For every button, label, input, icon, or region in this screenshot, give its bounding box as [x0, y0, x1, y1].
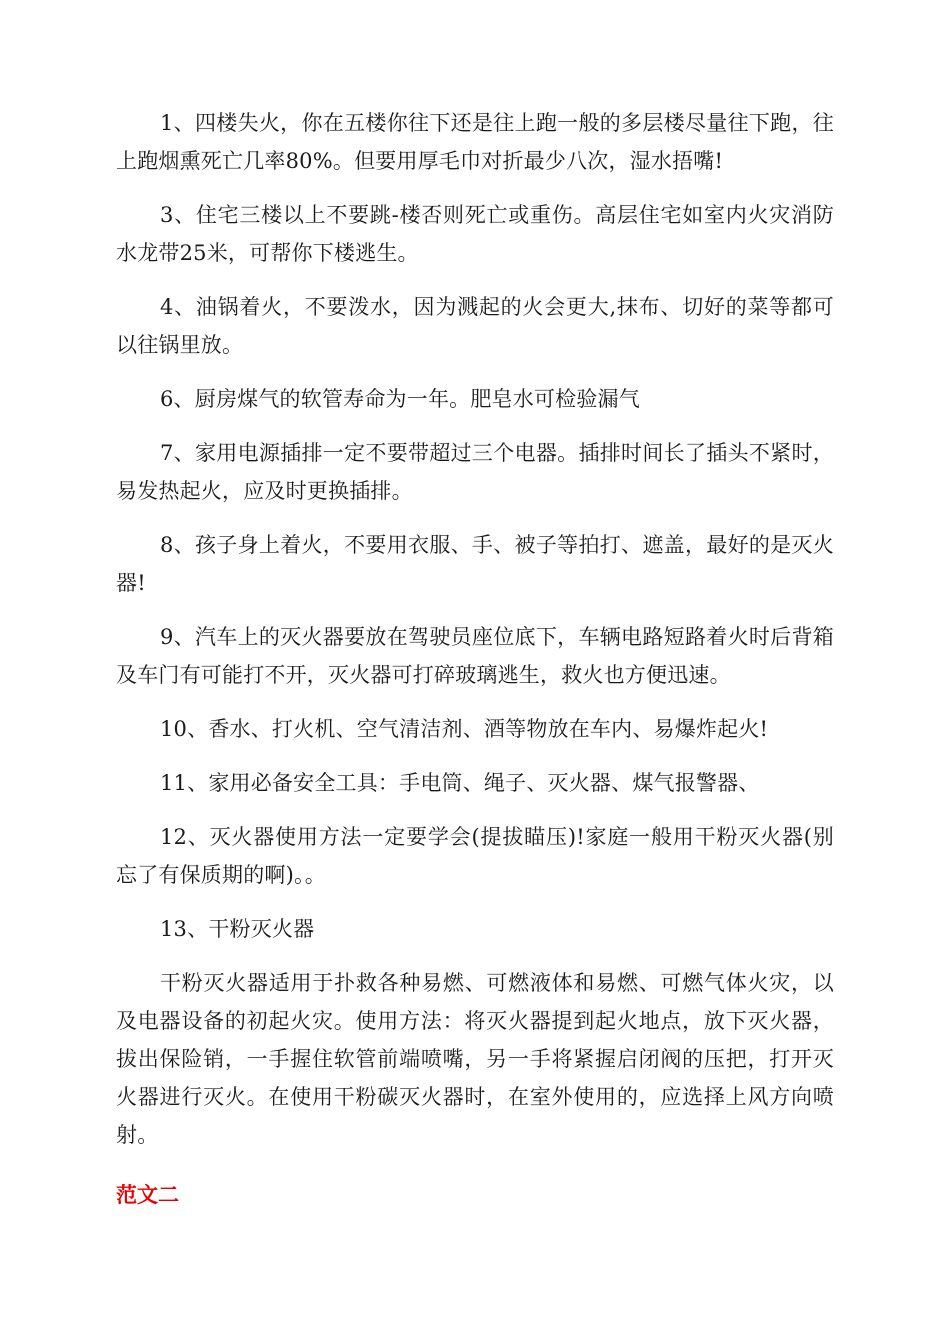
paragraph-10: 10、香水、打火机、空气清洁剂、酒等物放在车内、易爆炸起火! — [160, 717, 769, 741]
section-heading: 范文二 — [116, 1183, 179, 1207]
paragraph-dry-powder-usage: 干粉灭火器适用于扑救各种易燃、可燃液体和易燃、可燃气体火灾，以及电器设备的初起火灾。使用方法：将灭火器提到起火地点，放下灭火器，拔出保险销，一手握住软管前端喷嘴，另一手将紧握启闭阀的压把，打开灭火器进行灭火。在使用干粉碳灭火器时，在室外使用的，应选择上风方向喷射。 — [116, 971, 834, 1147]
paragraph-11: 11、家用必备安全工具：手电筒、绳子、灭火器、煤气报警器、 — [160, 771, 760, 795]
paragraph-4: 4、油锅着火，不要泼水，因为溅起的火会更大,抹布、切好的菜等都可以往锅里放。 — [116, 295, 834, 357]
document-page — [116, 104, 834, 1214]
paragraph-7: 7、家用电源插排一定不要带超过三个电器。插排时间长了插头不紧时，易发热起火，应及时更换插排。 — [116, 441, 834, 503]
paragraph-3: 3、住宅三楼以上不要跳-楼否则死亡或重伤。高层住宅如室内火灾消防水龙带25米，可帮你下楼逃生。 — [116, 203, 834, 265]
paragraph-1: 1、四楼失火，你在五楼你往下还是往上跑一般的多层楼尽量往下跑，往上跑烟熏死亡几率80%。但要用厚毛巾对折最少八次，湿水捂嘴! — [116, 111, 834, 173]
paragraph-8: 8、孩子身上着火，不要用衣服、手、被子等拍打、遮盖，最好的是灭火器! — [116, 533, 834, 595]
paragraph-6: 6、厨房煤气的软管寿命为一年。肥皂水可检验漏气 — [160, 387, 640, 411]
paragraph-12: 12、灭火器使用方法一定要学会(提拔瞄压)!家庭一般用干粉灭火器(别忘了有保质期的啊)。。 — [116, 825, 834, 887]
paragraph-13: 13、干粉灭火器 — [160, 917, 315, 941]
paragraph-9: 9、汽车上的灭火器要放在驾驶员座位底下，车辆电路短路着火时后背箱及车门有可能打不开，灭火器可打碎玻璃逃生，救火也方便迅速。 — [116, 625, 834, 687]
